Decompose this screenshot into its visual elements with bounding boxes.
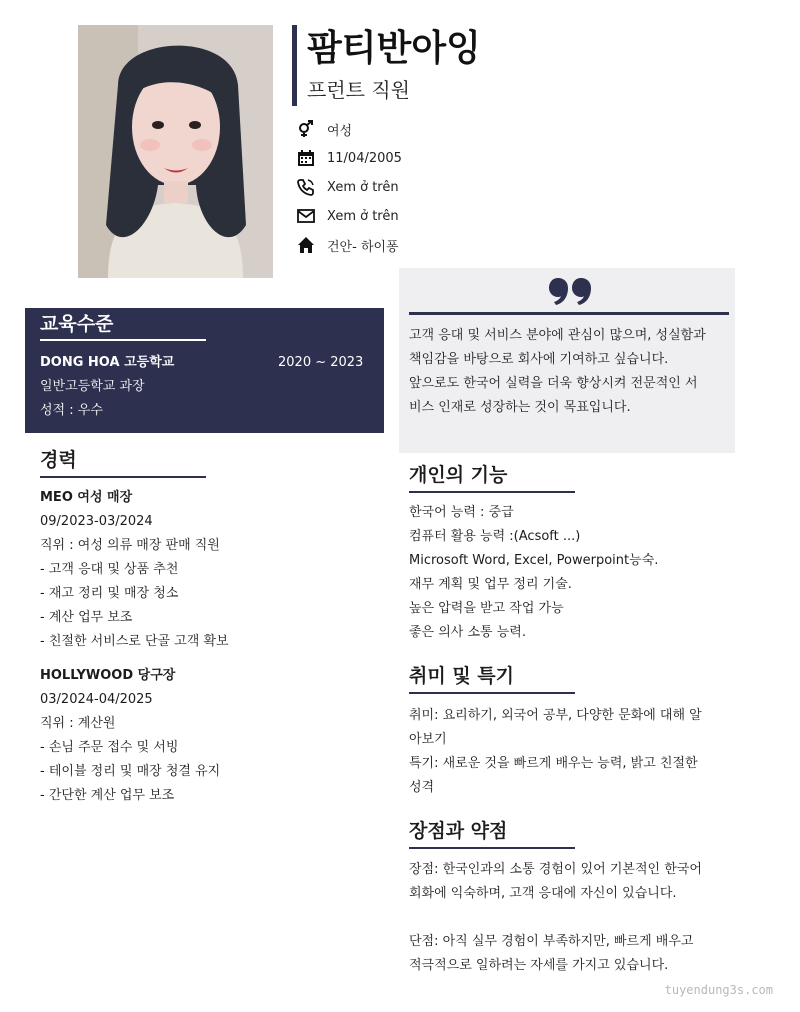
hobby-line: 취미: 요리하기, 외국어 공부, 다양한 문화에 대해 알 [409, 708, 702, 723]
weakness-line: 단점: 아직 실무 경험이 부족하지만, 빠르게 배우고 [409, 934, 694, 949]
strengths-underline [409, 847, 575, 849]
job-duty: - 계산 업무 보조 [40, 610, 133, 625]
skill-line: 한국어 능력 : 중급 [409, 505, 514, 520]
email-value: Xem ở trên [327, 208, 399, 224]
education-section [25, 308, 384, 433]
watermark: tuyendung3s.com [664, 983, 773, 997]
job-duty: - 손님 주문 접수 및 서빙 [40, 740, 179, 755]
job-duty: - 테이블 정리 및 매장 청결 유지 [40, 764, 221, 779]
hobbies-title: 취미 및 특기 [409, 665, 514, 687]
info-email [297, 205, 399, 227]
school-course: 일반고등학교 과장 [40, 379, 145, 394]
candidate-name: 팜티반아잉 [307, 28, 481, 69]
strength-line: 장점: 한국인과의 소통 경험이 있어 기본적인 한국어 [409, 862, 702, 877]
objective-line: 책임감을 바탕으로 회사에 기여하고 싶습니다. [409, 352, 669, 367]
job-position: 직위 : 계산원 [40, 716, 116, 731]
strength-line: 회화에 익숙하며, 고객 응대에 자신이 있습니다. [409, 886, 677, 901]
name-accent-bar [292, 25, 297, 106]
profile-photo [78, 25, 273, 278]
weakness-line: 적극적으로 일하려는 자세를 가지고 있습니다. [409, 958, 669, 973]
skill-line: 재무 계획 및 업무 정리 기술. [409, 577, 572, 592]
info-phone [297, 176, 399, 198]
gender-icon [297, 120, 315, 138]
job-duty: - 간단한 계산 업무 보조 [40, 788, 175, 803]
job-period: 09/2023-03/2024 [40, 514, 153, 529]
calendar-icon [297, 149, 315, 167]
strengths-title: 장점과 약점 [409, 820, 508, 842]
school-grade: 성적 : 우수 [40, 403, 103, 418]
experience-underline [40, 476, 206, 478]
job-company: MEO 여성 매장 [40, 490, 133, 505]
phone-value: Xem ở trên [327, 179, 399, 195]
birthdate-value: 11/04/2005 [327, 150, 402, 166]
skill-line: 좋은 의사 소통 능력. [409, 625, 526, 640]
education-title: 교육수준 [40, 313, 114, 335]
objective-divider [409, 312, 729, 315]
quote-icon [548, 274, 592, 310]
hobby-line: 특기: 새로운 것을 빠르게 배우는 능력, 밝고 친절한 [409, 756, 698, 771]
job-company: HOLLYWOOD 당구장 [40, 668, 176, 683]
job-duty: - 친절한 서비스로 단골 고객 확보 [40, 634, 229, 649]
school-name: DONG HOA 고등학교 [40, 355, 175, 370]
objective-line: 고객 응대 및 서비스 분야에 관심이 많으며, 성실함과 [409, 328, 706, 343]
hobby-line: 아보기 [409, 732, 447, 747]
education-underline [40, 339, 206, 341]
skill-line: 높은 압력을 받고 작업 가능 [409, 601, 564, 616]
info-gender [297, 118, 352, 140]
info-address [297, 234, 399, 256]
skill-line: Microsoft Word, Excel, Powerpoint능숙. [409, 553, 659, 568]
gender-value: 여성 [327, 123, 353, 139]
job-position: 직위 : 여성 의류 매장 판매 직원 [40, 538, 220, 553]
experience-title: 경력 [40, 449, 77, 471]
job-duty: - 고객 응대 및 상품 추천 [40, 562, 179, 577]
objective-line: 앞으로도 한국어 실력을 더욱 향상시켜 전문적인 서 [409, 376, 698, 391]
phone-icon [297, 178, 315, 196]
objective-line: 비스 인재로 성장하는 것이 목표입니다. [409, 400, 631, 415]
hobbies-underline [409, 692, 575, 694]
hobby-line: 성격 [409, 780, 435, 795]
address-value: 건안- 하이퐁 [327, 239, 399, 255]
job-title: 프런트 직원 [307, 78, 410, 102]
skills-underline [409, 491, 575, 493]
home-icon [297, 236, 315, 254]
skill-line: 컴퓨터 활용 능력 :(Acsoft ...) [409, 529, 581, 544]
mail-icon [297, 207, 315, 225]
job-period: 03/2024-04/2025 [40, 692, 153, 707]
school-period: 2020 ~ 2023 [278, 355, 364, 370]
skills-title: 개인의 기능 [409, 464, 508, 486]
job-duty: - 재고 정리 및 매장 청소 [40, 586, 179, 601]
info-birthdate [297, 147, 402, 169]
